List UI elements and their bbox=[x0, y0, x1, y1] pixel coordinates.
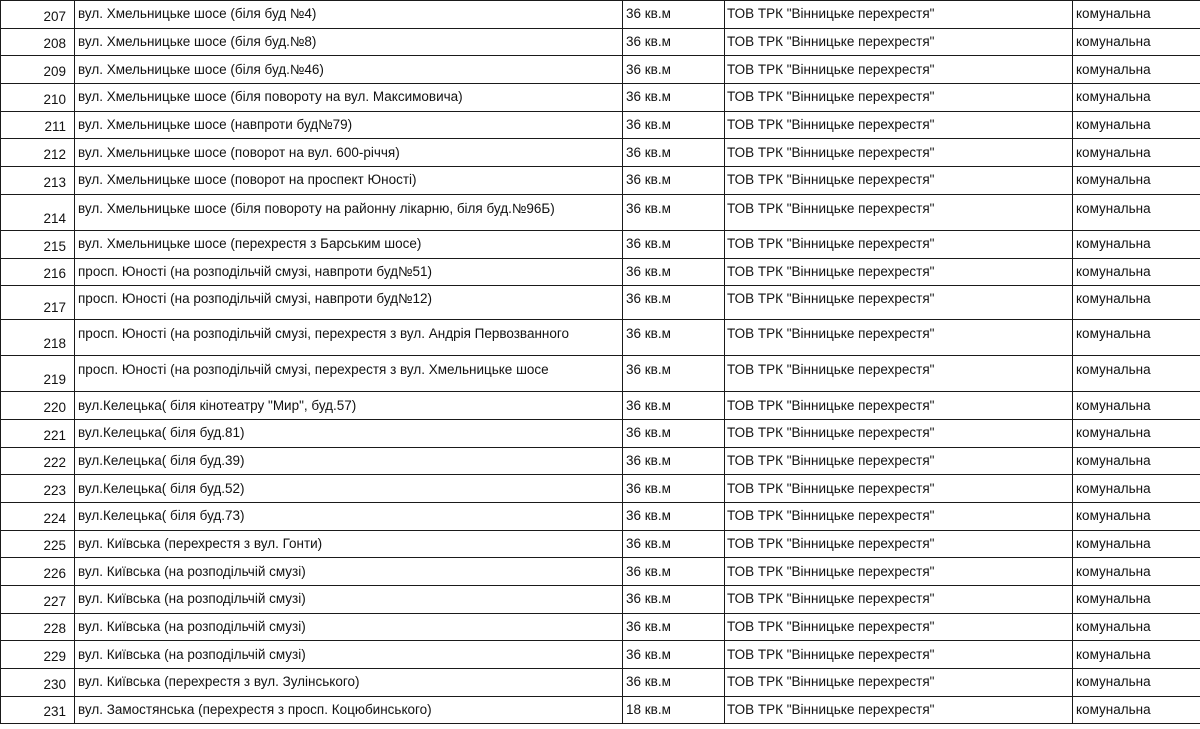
row-number-cell: 211 bbox=[1, 111, 75, 139]
address-cell: просп. Юності (на розподільчій смузі, перехрестя з вул. Андрія Первозванного bbox=[75, 320, 623, 356]
table-row bbox=[1, 28, 1200, 56]
area-cell: 36 кв.м bbox=[623, 502, 725, 530]
row-number-cell: 224 bbox=[1, 502, 75, 530]
address-cell: вул. Хмельницьке шосе (біля буд.№8) bbox=[75, 28, 623, 56]
area-cell: 36 кв.м bbox=[623, 1, 725, 29]
table-row bbox=[1, 84, 1200, 112]
row-number-cell: 221 bbox=[1, 419, 75, 447]
ownership-cell: комунальна bbox=[1073, 419, 1200, 447]
organization-cell: ТОВ ТРК "Вінницьке перехрестя" bbox=[725, 558, 1073, 586]
table-row bbox=[1, 586, 1200, 614]
ownership-cell: комунальна bbox=[1073, 475, 1200, 503]
area-cell: 36 кв.м bbox=[623, 613, 725, 641]
row-number-cell: 208 bbox=[1, 28, 75, 56]
address-cell: вул. Хмельницьке шосе (біля буд №4) bbox=[75, 1, 623, 29]
organization-cell: ТОВ ТРК "Вінницьке перехрестя" bbox=[725, 286, 1073, 320]
organization-cell: ТОВ ТРК "Вінницьке перехрестя" bbox=[725, 28, 1073, 56]
row-number-cell: 217 bbox=[1, 286, 75, 320]
ownership-cell: комунальна bbox=[1073, 28, 1200, 56]
area-cell: 36 кв.м bbox=[623, 586, 725, 614]
address-cell: вул. Хмельницьке шосе (поворот на проспект Юності) bbox=[75, 167, 623, 195]
area-cell: 36 кв.м bbox=[623, 669, 725, 697]
organization-cell: ТОВ ТРК "Вінницьке перехрестя" bbox=[725, 392, 1073, 420]
ownership-cell: комунальна bbox=[1073, 586, 1200, 614]
ownership-cell: комунальна bbox=[1073, 230, 1200, 258]
table-body bbox=[1, 1, 1200, 724]
area-cell: 36 кв.м bbox=[623, 475, 725, 503]
organization-cell: ТОВ ТРК "Вінницьке перехрестя" bbox=[725, 194, 1073, 230]
organization-cell: ТОВ ТРК "Вінницьке перехрестя" bbox=[725, 641, 1073, 669]
ownership-cell: комунальна bbox=[1073, 392, 1200, 420]
row-number-cell: 228 bbox=[1, 613, 75, 641]
row-number-cell: 229 bbox=[1, 641, 75, 669]
organization-cell: ТОВ ТРК "Вінницьке перехрестя" bbox=[725, 356, 1073, 392]
organization-cell: ТОВ ТРК "Вінницьке перехрестя" bbox=[725, 447, 1073, 475]
organization-cell: ТОВ ТРК "Вінницьке перехрестя" bbox=[725, 475, 1073, 503]
table-row bbox=[1, 258, 1200, 286]
organization-cell: ТОВ ТРК "Вінницьке перехрестя" bbox=[725, 530, 1073, 558]
address-cell: вул.Келецька( біля буд.39) bbox=[75, 447, 623, 475]
area-cell: 36 кв.м bbox=[623, 356, 725, 392]
area-cell: 36 кв.м bbox=[623, 194, 725, 230]
organization-cell: ТОВ ТРК "Вінницьке перехрестя" bbox=[725, 669, 1073, 697]
ownership-cell: комунальна bbox=[1073, 286, 1200, 320]
ownership-cell: комунальна bbox=[1073, 696, 1200, 724]
organization-cell: ТОВ ТРК "Вінницьке перехрестя" bbox=[725, 320, 1073, 356]
organization-cell: ТОВ ТРК "Вінницьке перехрестя" bbox=[725, 111, 1073, 139]
organization-cell: ТОВ ТРК "Вінницьке перехрестя" bbox=[725, 696, 1073, 724]
address-cell: вул. Хмельницьке шосе (біля повороту на вул. Максимовича) bbox=[75, 84, 623, 112]
area-cell: 36 кв.м bbox=[623, 286, 725, 320]
address-cell: просп. Юності (на розподільчій смузі, перехрестя з вул. Хмельницьке шосе bbox=[75, 356, 623, 392]
address-cell: вул. Хмельницьке шосе (навпроти буд№79) bbox=[75, 111, 623, 139]
table-row bbox=[1, 1, 1200, 29]
area-cell: 36 кв.м bbox=[623, 111, 725, 139]
table-row bbox=[1, 320, 1200, 356]
area-cell: 36 кв.м bbox=[623, 320, 725, 356]
area-cell: 36 кв.м bbox=[623, 447, 725, 475]
ownership-cell: комунальна bbox=[1073, 258, 1200, 286]
organization-cell: ТОВ ТРК "Вінницьке перехрестя" bbox=[725, 167, 1073, 195]
organization-cell: ТОВ ТРК "Вінницьке перехрестя" bbox=[725, 502, 1073, 530]
row-number-cell: 213 bbox=[1, 167, 75, 195]
table-row bbox=[1, 696, 1200, 724]
area-cell: 18 кв.м bbox=[623, 696, 725, 724]
row-number-cell: 214 bbox=[1, 194, 75, 230]
table-row bbox=[1, 56, 1200, 84]
address-cell: вул. Замостянська (перехрестя з просп. Коцюбинського) bbox=[75, 696, 623, 724]
row-number-cell: 227 bbox=[1, 586, 75, 614]
ownership-cell: комунальна bbox=[1073, 613, 1200, 641]
ownership-cell: комунальна bbox=[1073, 356, 1200, 392]
table-row bbox=[1, 669, 1200, 697]
address-cell: вул. Хмельницьке шосе (перехрестя з Барським шосе) bbox=[75, 230, 623, 258]
address-cell: вул. Київська (перехрестя з вул. Гонти) bbox=[75, 530, 623, 558]
address-cell: просп. Юності (на розподільчій смузі, навпроти буд№12) bbox=[75, 286, 623, 320]
address-cell: вул. Хмельницьке шосе (біля повороту на районну лікарню, біля буд.№96Б) bbox=[75, 194, 623, 230]
address-cell: просп. Юності (на розподільчій смузі, навпроти буд№51) bbox=[75, 258, 623, 286]
row-number-cell: 207 bbox=[1, 1, 75, 29]
address-cell: вул.Келецька( біля буд.52) bbox=[75, 475, 623, 503]
address-cell: вул.Келецька( біля буд.81) bbox=[75, 419, 623, 447]
table-row bbox=[1, 530, 1200, 558]
organization-cell: ТОВ ТРК "Вінницьке перехрестя" bbox=[725, 613, 1073, 641]
address-cell: вул.Келецька( біля кінотеатру "Мир", буд.57) bbox=[75, 392, 623, 420]
ownership-cell: комунальна bbox=[1073, 558, 1200, 586]
row-number-cell: 209 bbox=[1, 56, 75, 84]
area-cell: 36 кв.м bbox=[623, 392, 725, 420]
ownership-cell: комунальна bbox=[1073, 111, 1200, 139]
organization-cell: ТОВ ТРК "Вінницьке перехрестя" bbox=[725, 586, 1073, 614]
area-cell: 36 кв.м bbox=[623, 558, 725, 586]
ownership-cell: комунальна bbox=[1073, 1, 1200, 29]
row-number-cell: 230 bbox=[1, 669, 75, 697]
area-cell: 36 кв.м bbox=[623, 641, 725, 669]
row-number-cell: 216 bbox=[1, 258, 75, 286]
area-cell: 36 кв.м bbox=[623, 139, 725, 167]
ownership-cell: комунальна bbox=[1073, 194, 1200, 230]
ownership-cell: комунальна bbox=[1073, 502, 1200, 530]
table-row bbox=[1, 447, 1200, 475]
row-number-cell: 210 bbox=[1, 84, 75, 112]
area-cell: 36 кв.м bbox=[623, 84, 725, 112]
row-number-cell: 223 bbox=[1, 475, 75, 503]
ownership-cell: комунальна bbox=[1073, 56, 1200, 84]
row-number-cell: 222 bbox=[1, 447, 75, 475]
ownership-cell: комунальна bbox=[1073, 320, 1200, 356]
address-cell: вул. Київська (на розподільчій смузі) bbox=[75, 641, 623, 669]
ownership-cell: комунальна bbox=[1073, 530, 1200, 558]
organization-cell: ТОВ ТРК "Вінницьке перехрестя" bbox=[725, 258, 1073, 286]
row-number-cell: 219 bbox=[1, 356, 75, 392]
area-cell: 36 кв.м bbox=[623, 530, 725, 558]
table-row bbox=[1, 475, 1200, 503]
row-number-cell: 220 bbox=[1, 392, 75, 420]
row-number-cell: 212 bbox=[1, 139, 75, 167]
ownership-cell: комунальна bbox=[1073, 641, 1200, 669]
table-row bbox=[1, 558, 1200, 586]
address-cell: вул. Хмельницьке шосе (поворот на вул. 600-річчя) bbox=[75, 139, 623, 167]
ownership-cell: комунальна bbox=[1073, 167, 1200, 195]
table-row bbox=[1, 139, 1200, 167]
table-row bbox=[1, 419, 1200, 447]
area-cell: 36 кв.м bbox=[623, 167, 725, 195]
table-row bbox=[1, 613, 1200, 641]
address-cell: вул.Келецька( біля буд.73) bbox=[75, 502, 623, 530]
table-row bbox=[1, 392, 1200, 420]
address-cell: вул. Київська (на розподільчій смузі) bbox=[75, 558, 623, 586]
address-cell: вул. Хмельницьке шосе (біля буд.№46) bbox=[75, 56, 623, 84]
row-number-cell: 226 bbox=[1, 558, 75, 586]
table-row bbox=[1, 230, 1200, 258]
table-row bbox=[1, 194, 1200, 230]
row-number-cell: 231 bbox=[1, 696, 75, 724]
address-cell: вул. Київська (на розподільчій смузі) bbox=[75, 613, 623, 641]
ownership-cell: комунальна bbox=[1073, 447, 1200, 475]
organization-cell: ТОВ ТРК "Вінницьке перехрестя" bbox=[725, 84, 1073, 112]
organization-cell: ТОВ ТРК "Вінницьке перехрестя" bbox=[725, 419, 1073, 447]
organization-cell: ТОВ ТРК "Вінницьке перехрестя" bbox=[725, 1, 1073, 29]
table-row bbox=[1, 111, 1200, 139]
ownership-cell: комунальна bbox=[1073, 669, 1200, 697]
table-row bbox=[1, 356, 1200, 392]
ownership-cell: комунальна bbox=[1073, 139, 1200, 167]
address-cell: вул. Київська (перехрестя з вул. Зулінського) bbox=[75, 669, 623, 697]
ownership-cell: комунальна bbox=[1073, 84, 1200, 112]
area-cell: 36 кв.м bbox=[623, 56, 725, 84]
organization-cell: ТОВ ТРК "Вінницьке перехрестя" bbox=[725, 139, 1073, 167]
row-number-cell: 215 bbox=[1, 230, 75, 258]
table-row bbox=[1, 641, 1200, 669]
table-row bbox=[1, 286, 1200, 320]
address-cell: вул. Київська (на розподільчій смузі) bbox=[75, 586, 623, 614]
table-row bbox=[1, 502, 1200, 530]
organization-cell: ТОВ ТРК "Вінницьке перехрестя" bbox=[725, 56, 1073, 84]
table-row bbox=[1, 167, 1200, 195]
organization-cell: ТОВ ТРК "Вінницьке перехрестя" bbox=[725, 230, 1073, 258]
row-number-cell: 218 bbox=[1, 320, 75, 356]
area-cell: 36 кв.м bbox=[623, 419, 725, 447]
area-cell: 36 кв.м bbox=[623, 230, 725, 258]
area-cell: 36 кв.м bbox=[623, 28, 725, 56]
row-number-cell: 225 bbox=[1, 530, 75, 558]
area-cell: 36 кв.м bbox=[623, 258, 725, 286]
